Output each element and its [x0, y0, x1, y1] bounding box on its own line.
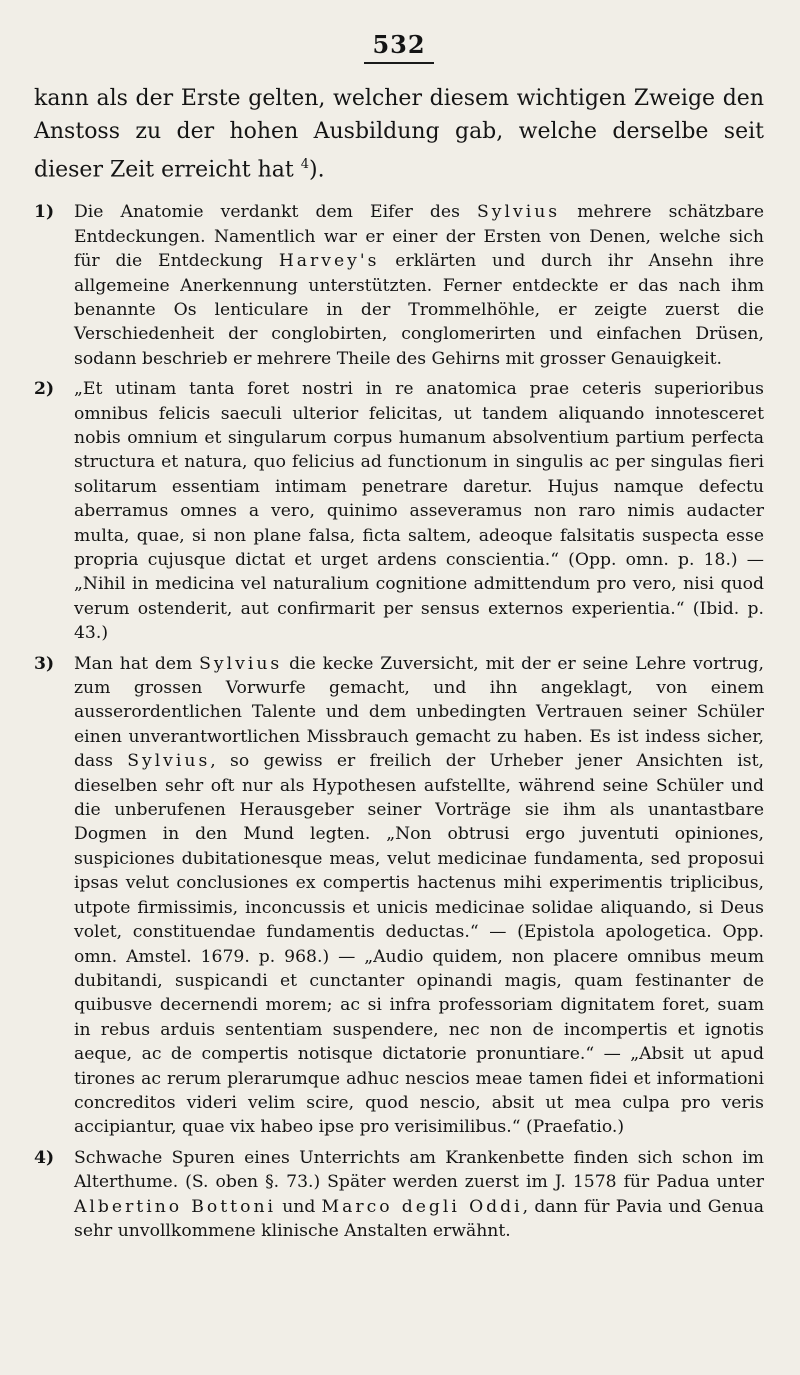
- footnote-4: [34, 1146, 764, 1244]
- footnote-3: [34, 652, 764, 1140]
- footnote-text: , dann für Pavia und Genua sehr unvollkommene klinische Anstalten erwähnt.: [74, 1196, 764, 1241]
- footnote-number: 1): [34, 202, 55, 223]
- footnote-text: mehrere schätzbare Entdeckungen. Namentlich war er einer der Ersten von Denen, welche sich für die Entdeckung: [74, 202, 764, 272]
- person-name: Harvey's: [278, 251, 380, 272]
- footnote-text: und: [276, 1196, 322, 1217]
- footnote-text: „Et utinam tanta foret nostri in re anatomica prae ceteris superioribus omnibus felicis saeculi ulterior felicitas, ut tandem aliquando innotesceret nobis omnium et singularum corpus humanum absolventium partium perfecta structura et natura, quo felicius ad functionum in singulis ac per singulas fieri solitarum essentiam intimam penetrare daretur. Hujus namque defectu aberramus omnes a vero, quinimo asseveramus non raro nimis audacter multa, quae, si non plane falsa, ficta saltem, adeoque falsitatis suspecta esse propria cujusque dictat et urget ardens conscientia.“ (Opp. omn. p. 18.) — „Nihil in medicina vel naturalium cognitione admittendum pro vero, nisi quod verum ostenderit, aut confirmarit per sensus externos experientia.“ (Ibid. p. 43.): [74, 379, 764, 644]
- footnote-number: 3): [34, 653, 55, 674]
- person-name: Sylvius: [199, 653, 283, 674]
- person-name: Sylvius: [127, 751, 211, 772]
- person-name: Marco degli Oddi: [321, 1196, 523, 1217]
- body-text-tail: ).: [308, 157, 325, 183]
- footnote-text: Man hat dem: [74, 653, 200, 674]
- page-number: 532: [372, 30, 426, 59]
- footnote-1: [34, 200, 764, 371]
- page-number-rule: [364, 62, 434, 64]
- footnote-text: Schwache Spuren eines Unterrichts am Krankenbette finden sich schon im Alterthume. (S. oben §. 73.) Später werden zuerst im J. 1578 für Padua unter: [74, 1147, 764, 1193]
- footnote-text: , so gewiss er freilich der Urheber jener Ansichten ist, dieselben sehr oft nur als Hypothesen aufstellte, während seine Schüler und die unberufenen Herausgeber seiner Vorträge sie ihm als unantastbare Dogmen in den Mund legten. „Non obtrusi ergo juventuti opiniones, suspiciones dubitationesque meas, velut medicinae fundamenta, sed proposui ipsas velut conclusiones ex compertis hactenus mihi experimentis triplicibus, utpote firmissimis, inconcussis et unicis medicinae solidae aliquando, si Deus volet, constituendae fundamentis deductas.“ — (Epistola apologetica. Opp. omn. Amstel. 1679. p. 968.) — „Audio quidem, non placere omnibus meum dubitandi, suspicandi et cunctanter opinandi magis, quam festinanter de quibusve decernendi morem; ac si infra professoriam dignitatem foret, suam in rebus arduis sententiam suspendere, nec non de incompertis et ignotis aeque, ac de compertis notisque dictatorie pronuntiare.“ — „Absit ut apud tirones ac rerum plerarumque adhuc nescios meae tamen fidei et informationi concreditos videri velim scire, quod nescio, absit ut mea culpa pro veris accipiantur, quae vix habeo ipse pro verisimilibus.“ (Praefatio.): [74, 751, 764, 1138]
- body-text: kann als der Erste gelten, welcher diesem wichtigen Zweige den Anstoss zu der hohen Ausbildung gab, welche derselbe seit dieser Zeit erreicht hat: [34, 86, 764, 183]
- body-paragraph: [34, 82, 764, 186]
- footnote-ref: 4: [300, 157, 309, 172]
- person-name: Albertino Bottoni: [74, 1196, 277, 1217]
- footnote-text: die kecke Zuversicht, mit der er seine Lehre vortrug, zum grossen Vorwurfe gemacht, und ihn angeklagt, von einem ausserordentlichen Talente und dem unbedingten Vertrauen seiner Schüler einen unverantwortlichen Missbrauch gemacht zu haben. Es ist indess sicher, dass: [74, 653, 764, 772]
- footnote-2: [34, 377, 764, 645]
- footnote-text: Die Anatomie verdankt dem Eifer des: [74, 202, 478, 223]
- footnote-number: 4): [34, 1147, 55, 1168]
- person-name: Sylvius: [477, 202, 561, 223]
- footnote-text: erklärten und durch ihr Ansehn ihre allgemeine Anerkennung unterstützten. Ferner entdeckte er das nach ihm benannte Os lenticulare in der Trommelhöhle, er zeigte zuerst die Verschiedenheit der conglobirten, conglomerirten und einfachen Drüsen, sodann beschrieb er mehrere Theile des Gehirns mit grosser Genauigkeit.: [74, 251, 764, 369]
- footnote-number: 2): [34, 379, 55, 400]
